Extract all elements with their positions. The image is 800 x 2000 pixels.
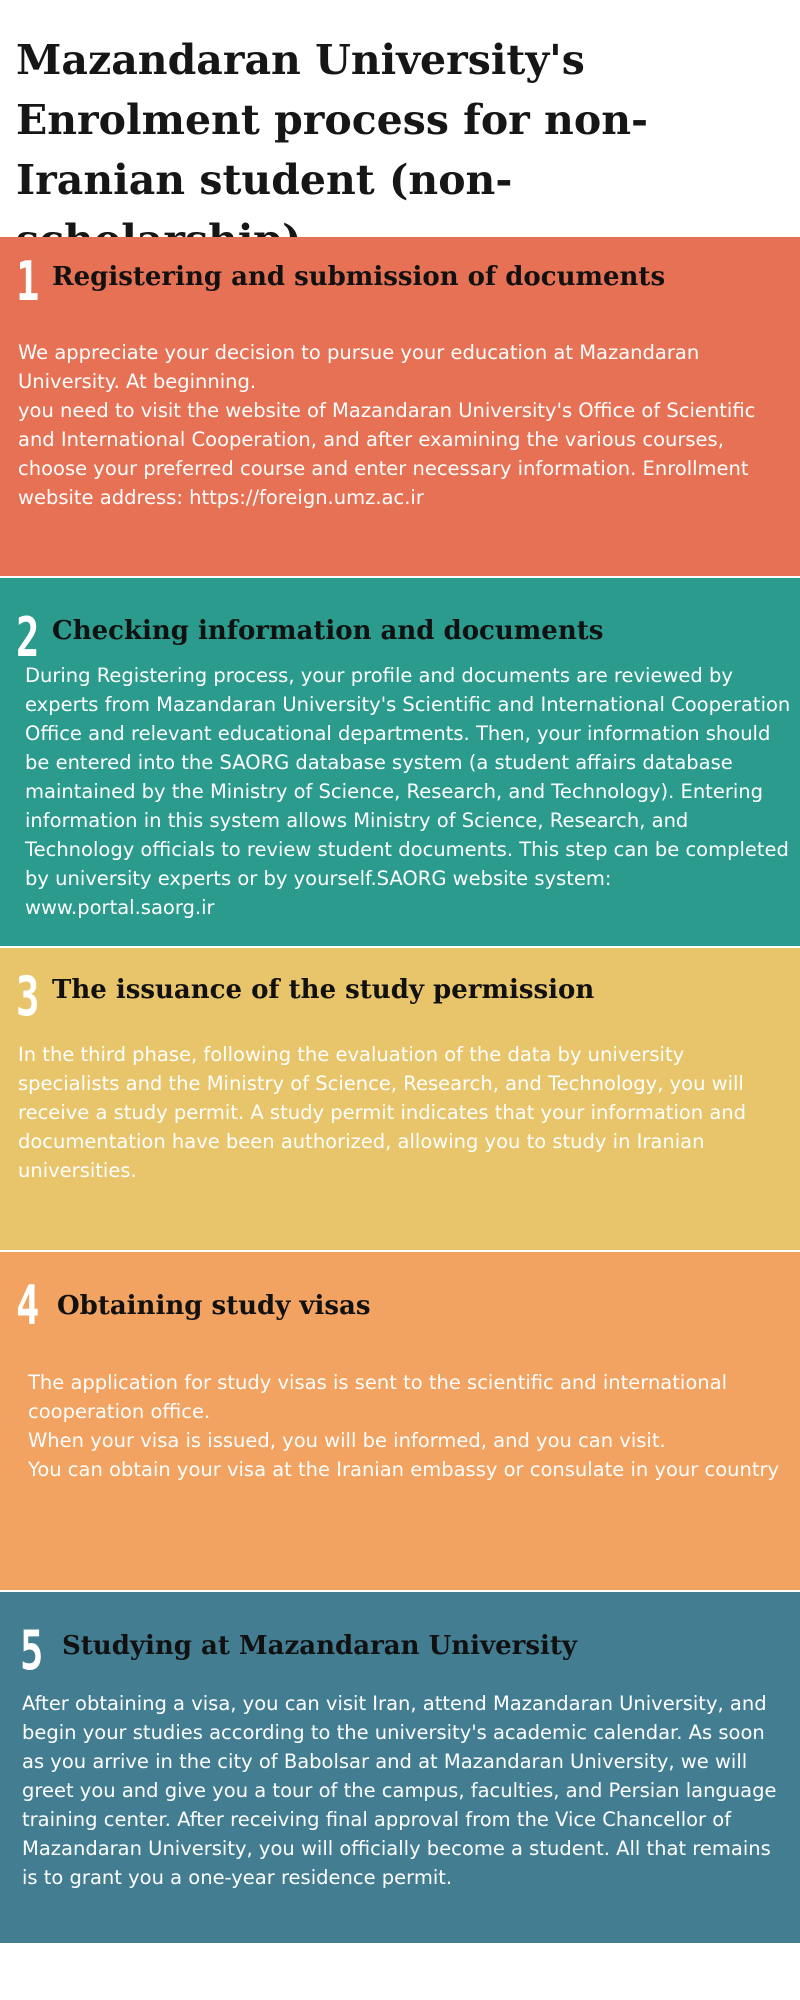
step-number: 3 [16,965,40,1028]
step-heading: Checking information and documents [52,616,604,646]
step-body: The application for study visas is sent to the scientific and international cooperation office. When your visa is issued, you will be informed, and you can visit. You can obtain your visa at the Iranian embassy or consulate in your country [28,1371,780,1481]
page-title: Mazandaran University's Enrolment process for non-Iranian student (non- [16,36,649,204]
step-number: 4 [16,1274,40,1337]
step-heading: The issuance of the study permission [52,975,595,1005]
step-heading: Obtaining study visas [57,1291,371,1321]
step-body: We appreciate your decision to pursue your education at Mazandaran University. At beginning. you need to visit the website of Mazandaran University's Office of Scientific and International Cooperation, and after examining the various courses, choose your preferred course and enter necessary information. Enrollment website address: https://foreign.umz.ac.ir [18,341,756,509]
step-5-section [0,1592,800,1943]
step-body: In the third phase, following the evaluation of the data by university specialists and the Ministry of Science, Research, and Technology, you will receive a study permit. A study permit indicates that your information and documentation have been authorized, allowing you to study in Iranian universities. [18,1043,747,1182]
step-heading: Studying at Mazandaran University [62,1631,577,1661]
step-3-section [0,948,800,1250]
step-1-section [0,237,800,576]
step-4-section [0,1252,800,1590]
step-number: 1 [16,250,40,313]
step-body: During Registering process, your profile and documents are reviewed by experts from Mazandaran University's Scientific and International Cooperation Office and relevant educational departments. Then, your information should be entered into the SAORG database system (a student affairs database maintained by the Ministry of Science, Research, and Technology). Entering information in this system allows Ministry of Science, Research, and Technology officials to review student documents. This step can be completed by university experts or by yourself.SAORG website system: www.portal.saorg.ir [25,664,791,919]
step-body: After obtaining a visa, you can visit Iran, attend Mazandaran University, and begin your studies according to the university's academic calendar. As soon as you arrive in the city of Babolsar and at Mazandaran University, we will greet you and give you a tour of the campus, faculties, and Persian language training center. After receiving final approval from the Vice Chancellor of Mazandaran University, you will officially become a student. All that remains is to grant you a one-year residence permit. [22,1692,777,1889]
step-number: 2 [16,606,40,669]
step-2-section [0,578,800,946]
step-number: 5 [20,1619,44,1682]
step-heading: Registering and submission of documents [52,262,666,292]
